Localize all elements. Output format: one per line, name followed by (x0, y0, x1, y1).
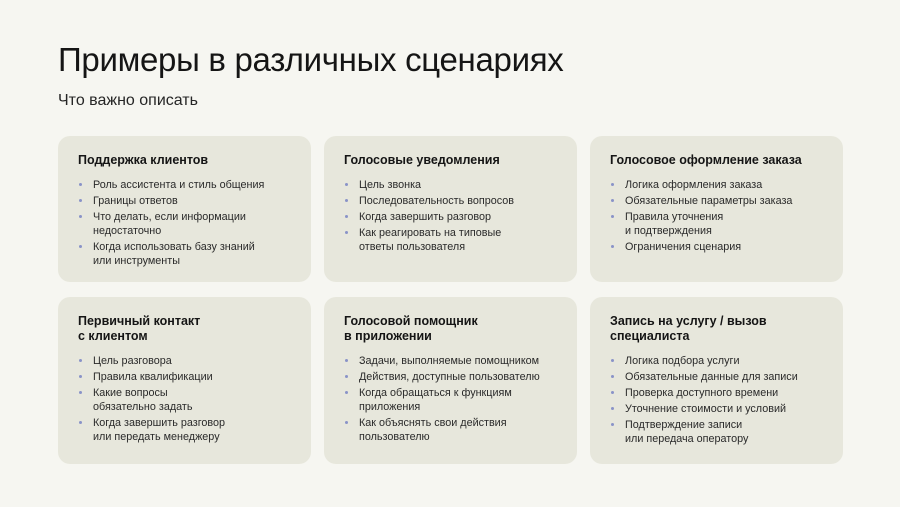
list-item (610, 178, 823, 192)
bullet-icon (79, 199, 82, 202)
card-list (78, 178, 291, 268)
list-item-text: Когда использовать базу знаний или инструменты (93, 241, 255, 267)
bullet-icon (611, 245, 614, 248)
list-item-text: Роль ассистента и стиль общения (93, 179, 265, 191)
scenario-card-customer-support (58, 136, 311, 282)
card-title: Голосовые уведомления (344, 153, 500, 167)
bullet-icon (79, 215, 82, 218)
list-item-text: Когда завершить разговор или передать менеджеру (93, 417, 226, 443)
list-item (78, 240, 291, 268)
list-item-text: Границы ответов (93, 195, 178, 207)
list-item-text: Цель разговора (93, 355, 172, 367)
bullet-icon (345, 421, 348, 424)
scenario-card-voice-assistant-app (324, 297, 577, 464)
list-item (78, 194, 291, 208)
list-item-text: Когда завершить разговор (359, 211, 492, 223)
card-list (344, 354, 557, 444)
list-item (78, 416, 291, 444)
scenario-card-service-booking (590, 297, 843, 464)
card-title: Запись на услугу / вызов специалиста (610, 314, 767, 343)
bullet-icon (79, 375, 82, 378)
bullet-icon (611, 215, 614, 218)
list-item-text: Последовательность вопросов (359, 195, 514, 207)
list-item (344, 226, 557, 254)
list-item-text: Логика оформления заказа (625, 179, 763, 191)
bullet-icon (611, 359, 614, 362)
list-item-text: Обязательные данные для записи (625, 371, 798, 383)
bullet-icon (345, 359, 348, 362)
list-item (344, 178, 557, 192)
list-item (344, 370, 557, 384)
bullet-icon (611, 375, 614, 378)
list-item-text: Правила квалификации (93, 371, 213, 383)
list-item (78, 178, 291, 192)
list-item-text: Действия, доступные пользователю (359, 371, 540, 383)
card-list (610, 178, 823, 254)
bullet-icon (345, 231, 348, 234)
card-list (610, 354, 823, 446)
list-item (344, 354, 557, 368)
list-item-text: Как реагировать на типовые ответы пользователя (359, 227, 502, 253)
bullet-icon (611, 423, 614, 426)
page-title: Примеры в различных сценариях (58, 41, 564, 78)
list-item-text: Когда обращаться к функциям приложения (359, 387, 512, 413)
card-list (344, 178, 557, 254)
list-item (610, 418, 823, 446)
bullet-icon (611, 183, 614, 186)
bullet-icon (79, 391, 82, 394)
bullet-icon (345, 391, 348, 394)
bullet-icon (345, 199, 348, 202)
bullet-icon (345, 183, 348, 186)
list-item-text: Проверка доступного времени (625, 387, 779, 399)
bullet-icon (345, 215, 348, 218)
list-item (78, 210, 291, 238)
list-item-text: Правила уточнения и подтверждения (625, 211, 724, 237)
list-item-text: Как объяснять свои действия пользователю (359, 417, 507, 443)
list-item-text: Цель звонка (359, 179, 422, 191)
card-list (78, 354, 291, 444)
list-item-text: Подтверждение записи или передача оператору (625, 419, 749, 445)
card-title: Первичный контакт с клиентом (78, 314, 201, 343)
list-item (344, 386, 557, 414)
list-item (78, 370, 291, 384)
list-item (610, 370, 823, 384)
bullet-icon (611, 407, 614, 410)
list-item (344, 210, 557, 224)
list-item-text: Логика подбора услуги (625, 355, 740, 367)
bullet-icon (345, 375, 348, 378)
bullet-icon (611, 391, 614, 394)
list-item (78, 354, 291, 368)
list-item-text: Какие вопросы обязательно задать (93, 387, 193, 413)
bullet-icon (79, 183, 82, 186)
list-item-text: Уточнение стоимости и условий (625, 403, 787, 415)
list-item-text: Обязательные параметры заказа (625, 195, 793, 207)
list-item-text: Что делать, если информации недостаточно (93, 211, 246, 237)
list-item (344, 416, 557, 444)
page-subtitle: Что важно описать (58, 92, 198, 109)
list-item (610, 240, 823, 254)
card-title: Голосовое оформление заказа (610, 153, 802, 167)
list-item (610, 354, 823, 368)
bullet-icon (79, 245, 82, 248)
list-item (610, 386, 823, 400)
list-item (610, 210, 823, 238)
card-title: Поддержка клиентов (78, 153, 209, 167)
bullet-icon (79, 421, 82, 424)
bullet-icon (611, 199, 614, 202)
list-item (610, 402, 823, 416)
card-title: Голосовой помощник в приложении (344, 314, 478, 343)
scenario-card-voice-order (590, 136, 843, 282)
list-item (610, 194, 823, 208)
bullet-icon (79, 359, 82, 362)
scenario-card-first-contact (58, 297, 311, 464)
list-item-text: Задачи, выполняемые помощником (359, 355, 540, 367)
list-item-text: Ограничения сценария (625, 241, 742, 253)
scenario-card-voice-notifications (324, 136, 577, 282)
list-item (344, 194, 557, 208)
list-item (78, 386, 291, 414)
